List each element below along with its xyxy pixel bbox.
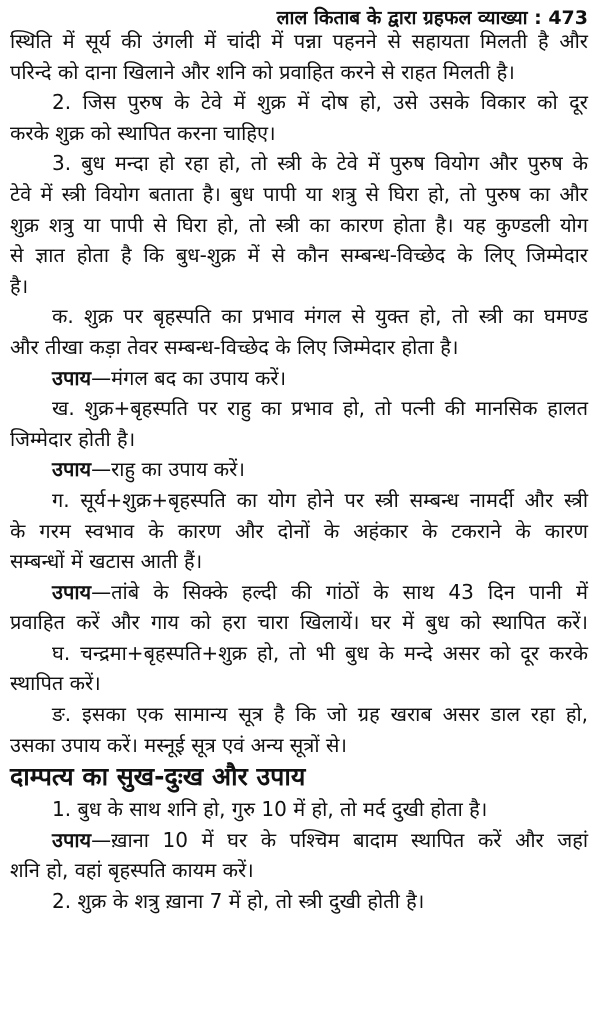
text-line: परिन्दे को दाना खिलाने और शनि को प्रवाहित करने से राहत मिलती है। xyxy=(10,59,515,84)
point-nga: ङ. इसका एक सामान्य सूत्र है कि जो ग्रह खराब असर डाल रहा हो, xyxy=(52,702,588,727)
point-2-section: 2. शुक्र के शत्रु ख़ाना 7 में हो, तो स्त्री दुखी होती है। xyxy=(52,889,425,914)
remedy-text: —ख़ाना 10 में घर के पश्चिम बादाम स्थापित करें और जहां xyxy=(91,827,588,852)
text-line: और तीखा कड़ा तेवर सम्बन्ध-विच्छेद के लिए जिम्मेदार होता है। xyxy=(10,334,459,359)
text-line: शुक्र शत्रु या पापी से घिरा हो, तो स्त्री का कारण होता है। यह कुण्डली योग xyxy=(10,212,588,237)
page-body xyxy=(10,26,588,917)
text-line: करके शुक्र को स्थापित करना चाहिए। xyxy=(10,120,276,145)
remedy-label: उपाय xyxy=(52,579,92,604)
remedy-text: —राहु का उपाय करें। xyxy=(91,457,245,482)
remedy-line xyxy=(10,577,588,608)
remedy-line xyxy=(10,825,588,856)
running-header: लाल किताब के द्वारा ग्रहफल व्याख्या : 473 xyxy=(276,7,588,29)
text-line: टेवे में स्त्री वियोग बताता है। बुध पापी या शत्रु से घिरा हो, तो पुरुष का और xyxy=(10,181,588,206)
remedy-text: —तांबे के सिक्के हल्दी की गांठों के साथ 43 दिन पानी में xyxy=(91,579,588,604)
text-line: स्थिति में सूर्य की उंगली में चांदी में पन्ना पहनने से सहायता मिलती है और xyxy=(10,29,588,53)
text-line: है। xyxy=(10,273,29,298)
text-line: जिम्मेदार होती है। xyxy=(10,426,136,451)
remedy-label: उपाय xyxy=(52,365,92,390)
remedy-line xyxy=(10,363,588,394)
point-ga: ग. सूर्य+शुक्र+बृहस्पति का योग होने पर स्त्री सम्बन्ध नामर्दी और स्त्री xyxy=(52,487,588,512)
remedy-label: उपाय xyxy=(52,457,92,482)
text-line: उसका उपाय करें। मस्नूई सूत्र एवं अन्य सूत्रों से। xyxy=(10,732,347,757)
point-1: 1. बुध के साथ शनि हो, गुरु 10 में हो, तो मर्द दुखी होता है। xyxy=(52,797,488,822)
remedy-label: उपाय xyxy=(52,827,92,852)
remedy-text: —मंगल बद का उपाय करें। xyxy=(91,365,287,390)
text-line: के गरम स्वभाव के कारण और दोनों के अहंकार के टकराने के कारण xyxy=(10,518,588,543)
remedy-line xyxy=(10,454,588,485)
point-ka: क. शुक्र पर बृहस्पति का प्रभाव मंगल से युक्त हो, तो स्त्री का घमण्ड xyxy=(52,304,588,329)
section-heading: दाम्पत्य का सुख-दुःख और उपाय xyxy=(10,762,306,792)
text-line: प्रवाहित करें और गाय को हरा चारा खिलायें। घर में बुध को स्थापित करें। xyxy=(10,610,588,635)
text-line: शनि हो, वहां बृहस्पति कायम करें। xyxy=(10,858,254,883)
text-line: से ज्ञात होता है कि बुध-शुक्र में से कौन सम्बन्ध-विच्छेद के लिए् जिम्मेदार xyxy=(10,243,588,268)
point-kha: ख. शुक्र+बृहस्पति पर राहु का प्रभाव हो, तो पत्नी की मानसिक हालत xyxy=(52,396,588,421)
point-3: 3. बुध मन्दा हो रहा हो, तो स्त्री के टेवे में पुरुष वियोग और पुरुष के xyxy=(52,151,588,176)
text-line: स्थापित करें। xyxy=(10,671,101,696)
point-gha: घ. चन्द्रमा+बृहस्पति+शुक्र हो, तो भी बुध के मन्दे असर को दूर करके xyxy=(52,640,588,665)
point-2: 2. जिस पुरुष के टेवे में शुक्र में दोष हो, उसे उसके विकार को दूर xyxy=(52,90,588,115)
text-line: सम्बन्धों में खटास आती हैं। xyxy=(10,549,203,574)
